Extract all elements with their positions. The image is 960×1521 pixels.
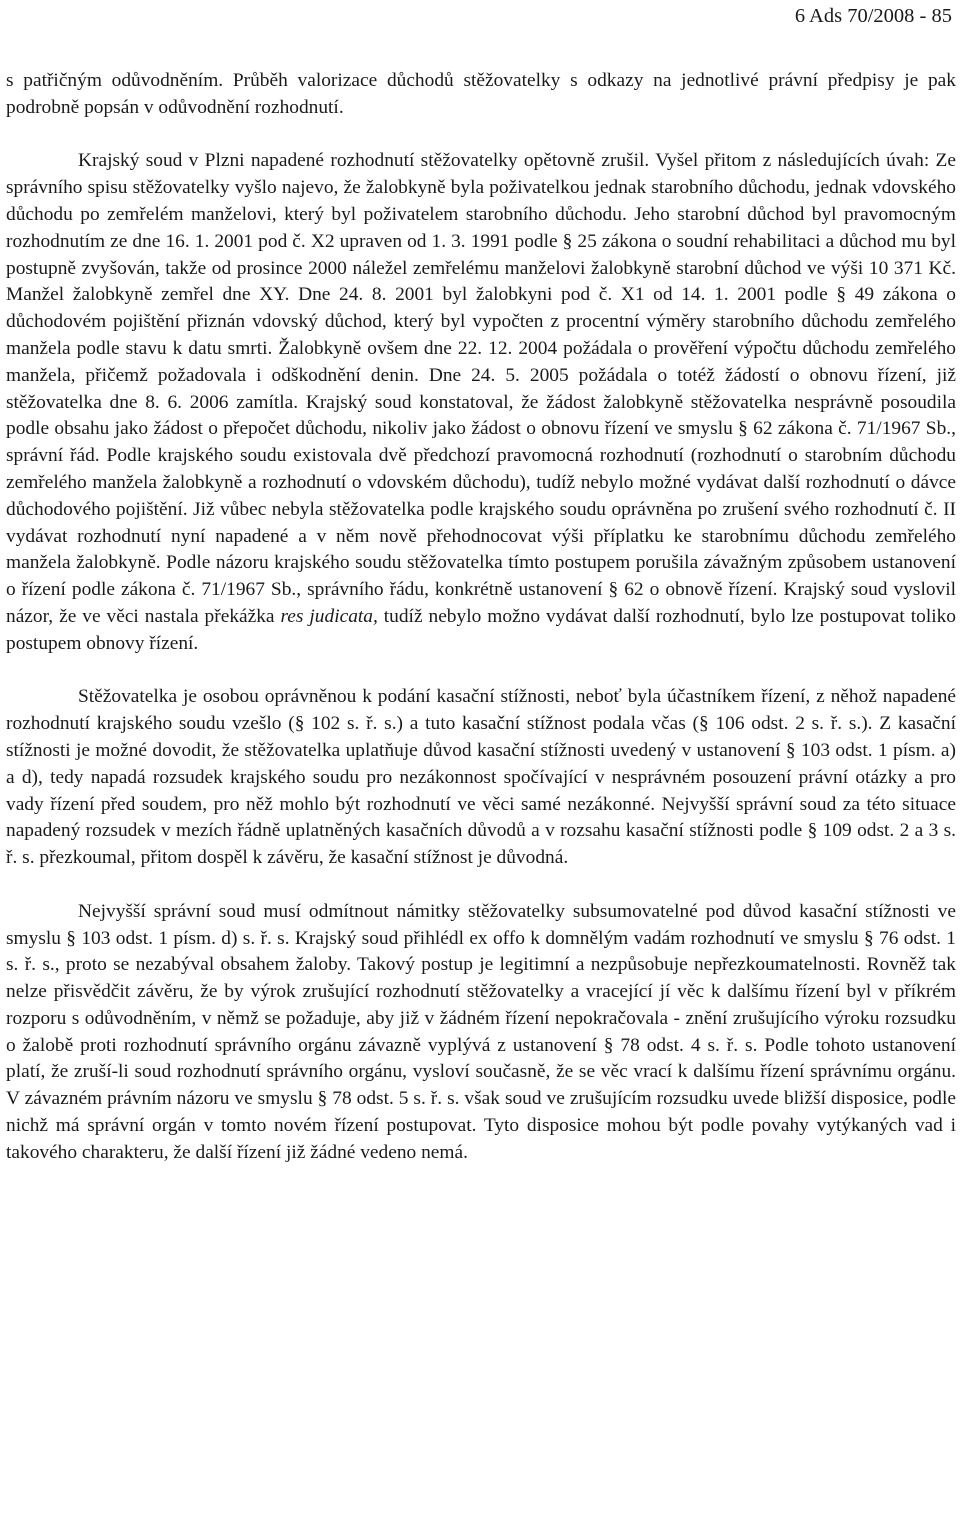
paragraph-continuation: s patřičným odůvodněním. Průběh valorizace důchodů stěžovatelky s odkazy na jednotlivé právní předpisy je pak podrobně popsán v odůvodnění rozhodnutí. — [6, 70, 956, 118]
paragraph-supreme-court: Nejvyšší správní soud musí odmítnout námitky stěžovatelky subsumovatelné pod důvod kasační stížnosti ve smyslu § 103 odst. 1 písm. d) s. ř. s. Krajský soud přihlédl ex offo k domnělým vadám rozhodnutí ve smyslu § 76 odst. 1 s. ř. s., proto se nezabýval obsahem žaloby. Takový postup je legitimní a nezpůsobuje nepřezkoumatelnosti. Rovněž tak nelze přisvědčit závěru, že by výrok zrušující rozhodnutí stěžovatelky a vracející jí věc k dalšímu řízení byl v příkrém rozporu s odůvodněním, v němž se požaduje, aby již v žádném řízení nepokračovala - znění zrušujícího výroku rozsudku o žalobě proti rozhodnutí správního orgánu závazně vyplývá z ustanovení § 78 odst. 4 s. ř. s. Podle tohoto ustanovení platí, že zruší-li soud rozhodnutí správního orgánu, vysloví současně, že se věc vrací k dalšímu řízení správnímu orgánu. V závazném právním názoru ve smyslu § 78 odst. 5 s. ř. s. však soud ve zrušujícím rozsudku uvede bližší disposice, podle nichž má správní orgán v tomto novém řízení postupovat. Tyto disposice mohou být podle povahy vytýkaných vad i takového charakteru, že další řízení již žádné vedeno nemá. — [6, 900, 956, 1163]
paragraph-regional-court — [6, 148, 956, 657]
paragraph-regional-court-text-end: tudíž nebylo možno vydávat další rozhodnutí, bylo lze postupovat toliko postupem obnovy řízení. — [6, 605, 956, 654]
case-reference: 6 Ads 70/2008 - 85 — [794, 5, 952, 27]
paragraph-regional-court-text: Krajský soud v Plzni napadené rozhodnutí stěžovatelky opětovně zrušil. Vyšel přitom z následujících úvah: Ze správního spisu stěžovatelky vyšlo najevo, že žalobkyně byla poživatelkou jednak starobního důchodu, jednak vdovského důchodu po zemřelém manželovi, který byl poživatelem starobního důchodu. Jeho starobní důchod byl pravomocným rozhodnutím ze dne 16. 1. 2001 pod č. X2 upraven od 1. 3. 1991 podle § 25 zákona o soudní rehabilitaci a důchod mu byl postupně zvyšován, takže od prosince 2000 náležel zemřelému manželovi žalobkyně starobní důchod ve výši 10 371 Kč. Manžel žalobkyně zemřel dne XY. Dne 24. 8. 2001 byl žalobkyni pod č. X1 od 14. 1. 2001 podle § 49 zákona o důchodovém pojištění přiznán vdovský důchod, který byl vypočten z procentní výměry starobního důchodu zemřelého manžela podle stavu k datu smrti. Žalobkyně ovšem dne 22. 12. 2004 požádala o prověření výpočtu důchodu zemřelého manžela, přičemž požadovala i odškodnění denin. Dne 24. 5. 2005 požádala o totéž žádostí o obnovu řízení, již stěžovatelka dne 8. 6. 2006 zamítla. Krajský soud konstatoval, že žádost žalobkyně stěžovatelka nesprávně posoudila podle obsahu jako žádost o přepočet důchodu, nikoliv jako žádost o obnovu řízení ve smyslu § 62 zákona č. 71/1967 Sb., správní řád. Podle krajského soudu existovala dvě předchozí pravomocná rozhodnutí (rozhodnutí o starobním důchodu zemřelého manžela žalobkyně a rozhodnutí o vdovském důchodu), tudíž nebylo možné vydávat další rozhodnutí o dávce důchodového pojištění. Již vůbec nebyla stěžovatelka podle krajského soudu oprávněna po zrušení svého rozhodnutí č. II vydávat rozhodnutí nyní napadené a v něm nově přehodnocovat výši příplatku ke starobnímu důchodu zemřelého manžela žalobkyně. Podle názoru krajského soudu stěžovatelka tímto postupem porušila závažným způsobem ustanovení o řízení podle zákona č. 71/1967 Sb., správního řádu, konkrétně ustanovení § 62 o obnově řízení. Krajský soud vyslovil názor, že ve věci nastala překážka — [6, 150, 956, 627]
document-body — [6, 68, 956, 1167]
document-page — [6, 0, 956, 1521]
paragraph-cassation-admissibility: Stěžovatelka je osobou oprávněnou k podání kasační stížnosti, neboť byla účastníkem řízení, z něhož napadené rozhodnutí krajského soudu vzešlo (§ 102 s. ř. s.) a tuto kasační stížnost podala včas (§ 106 odst. 2 s. ř. s.). Z kasační stížnosti je možné dovodit, že stěžovatelka uplatňuje důvod kasační stížnosti uvedený v ustanovení § 103 odst. 1 písm. a) a d), tedy napadá rozsudek krajského soudu pro nezákonnost spočívající v nesprávném posouzení právní otázky a pro vady řízení před soudem, pro něž mohlo být rozhodnutí ve věci samé nezákonné. Nejvyšší správní soud za této situace napadený rozsudek v mezích řádně uplatněných kasačních důvodů a v rozsahu kasační stížnosti podle § 109 odst. 2 a 3 s. ř. s. přezkoumal, přitom dospěl k závěru, že kasační stížnost je důvodná. — [6, 686, 956, 869]
latin-term: res judicata, — [280, 605, 378, 627]
